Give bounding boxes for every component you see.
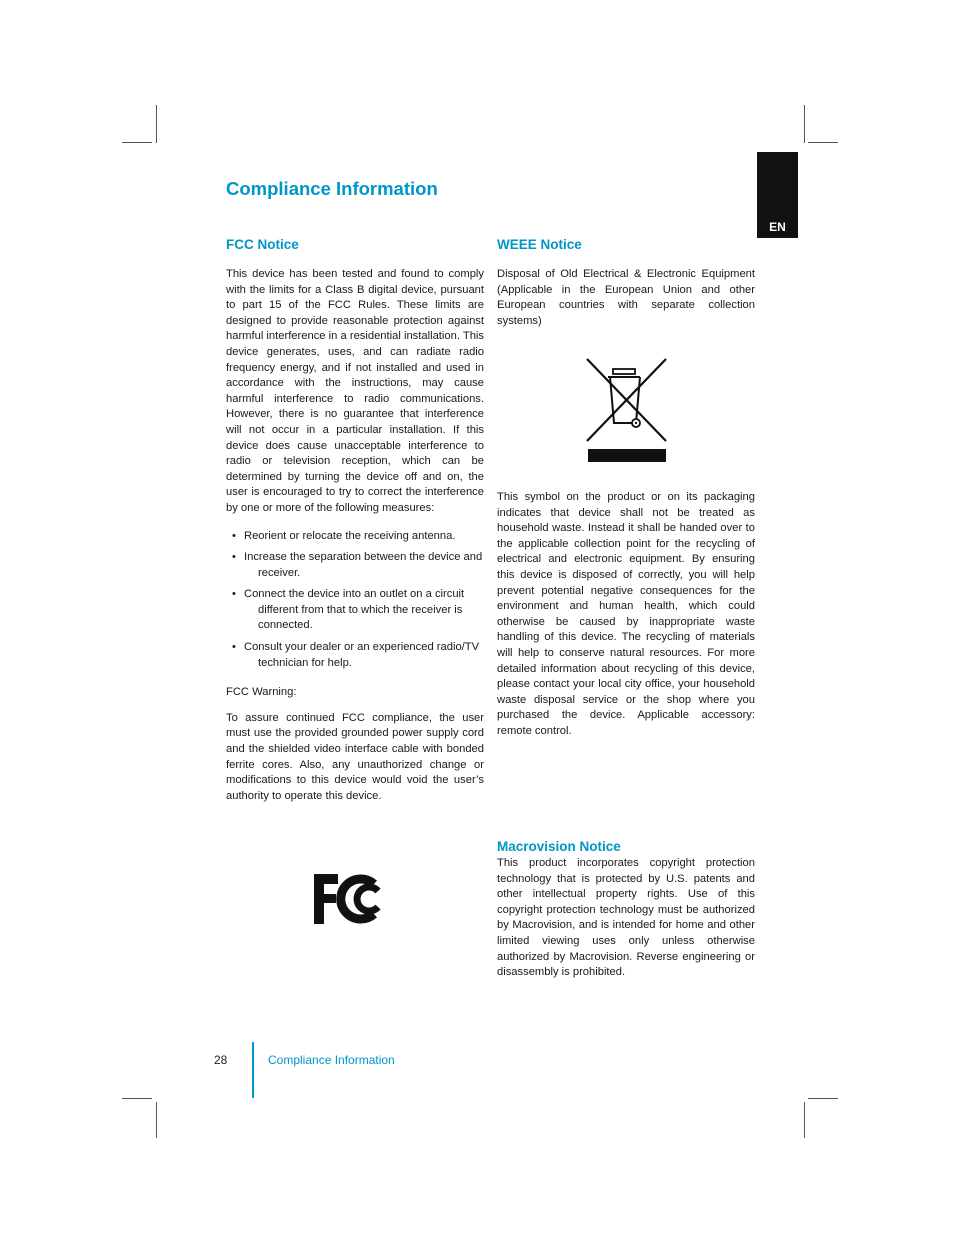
footer-divider [252, 1042, 254, 1098]
fcc-heading: FCC Notice [226, 237, 299, 252]
list-item: • Reorient or relocate the receiving antenna. [232, 529, 456, 542]
crop-mark [156, 105, 157, 143]
weee-heading: WEEE Notice [497, 237, 582, 252]
language-tab-label: EN [769, 220, 786, 234]
fcc-measures-list [226, 529, 484, 672]
fcc-intro: This device has been tested and found to comply with the limits for a Class B digital device, pursuant to part 15 of the FCC Rules. These limits are designed to provide reasonable protection against harmful interference in a residential installation. This device generates, uses, and can radiate radio frequency energy, and if not installed and used in accordance with the instructions, may cause harmful interference to radio communications. However, there is no guarantee that interference will not occur in a particular installation. If this device does cause unacceptable interference to radio or television reception, which can be determined by turning the device off and on, the user is encouraged to try to correct the interference by one or more of the following measures: [226, 268, 484, 514]
fcc-section [226, 236, 484, 804]
list-item: • Consult your dealer or an experienced radio/TV technician for help. [232, 641, 480, 669]
fcc-warning-label: FCC Warning: [226, 686, 297, 699]
page-number: 28 [214, 1053, 228, 1067]
weee-body-block [497, 490, 755, 740]
crop-mark [156, 1102, 157, 1138]
crop-mark [804, 1102, 805, 1138]
crop-mark [808, 142, 838, 143]
footer-section-label: Compliance Information [268, 1053, 395, 1067]
weee-section [497, 236, 755, 329]
crossed-out-wheelie-bin-icon [582, 355, 670, 465]
crop-mark [808, 1098, 838, 1099]
page-title: Compliance Information [226, 178, 438, 199]
macrovision-section [497, 838, 755, 981]
list-item: • Increase the separation between the device and receiver. [232, 551, 483, 579]
list-item: • Connect the device into an outlet on a circuit different from that to which the receiver is connected. [232, 588, 465, 632]
crop-mark [122, 1098, 152, 1099]
macrovision-body: This product incorporates copyright protection technology that is protected by U.S. patents and other intellectual property rights. Use of this copyright protection technology must be authorized by Macrovision, and is intended for home and other limited viewing uses only unless otherwise authorized by Macrovision. Reverse engineering or disassembly is prohibited. [497, 857, 755, 979]
fcc-warning-text: To assure continued FCC compliance, the user must use the provided grounded power supply cord and the shielded video interface cable with bonded ferrite cores. Also, any unauthorized change or modifications to this device would void the user’s authority to operate this device. [226, 711, 484, 802]
weee-intro: Disposal of Old Electrical & Electronic Equipment (Applicable in the European Union and other European countries with separate collection systems) [497, 268, 755, 327]
language-tab [757, 152, 798, 238]
crop-mark [122, 142, 152, 143]
crop-mark [804, 105, 805, 143]
weee-body: This symbol on the product or on its packaging indicates that device shall not be treated as household waste. Instead it shall be handed over to the applicable collection point for the recycling of electrical and electronic equipment. By ensuring this device is disposed of correctly, you will help prevent potential negative consequences for the environment and human health, which could otherwise be caused by inappropriate waste handling of this device. The recycling of materials will help to conserve natural resources. For more detailed information about recycling of this device, please contact your local city office, your household waste disposal service or the shop where you purchased the device. Applicable accessory: remote control. [497, 491, 755, 737]
macrovision-heading: Macrovision Notice [497, 839, 621, 854]
fcc-logo-icon [312, 872, 386, 926]
